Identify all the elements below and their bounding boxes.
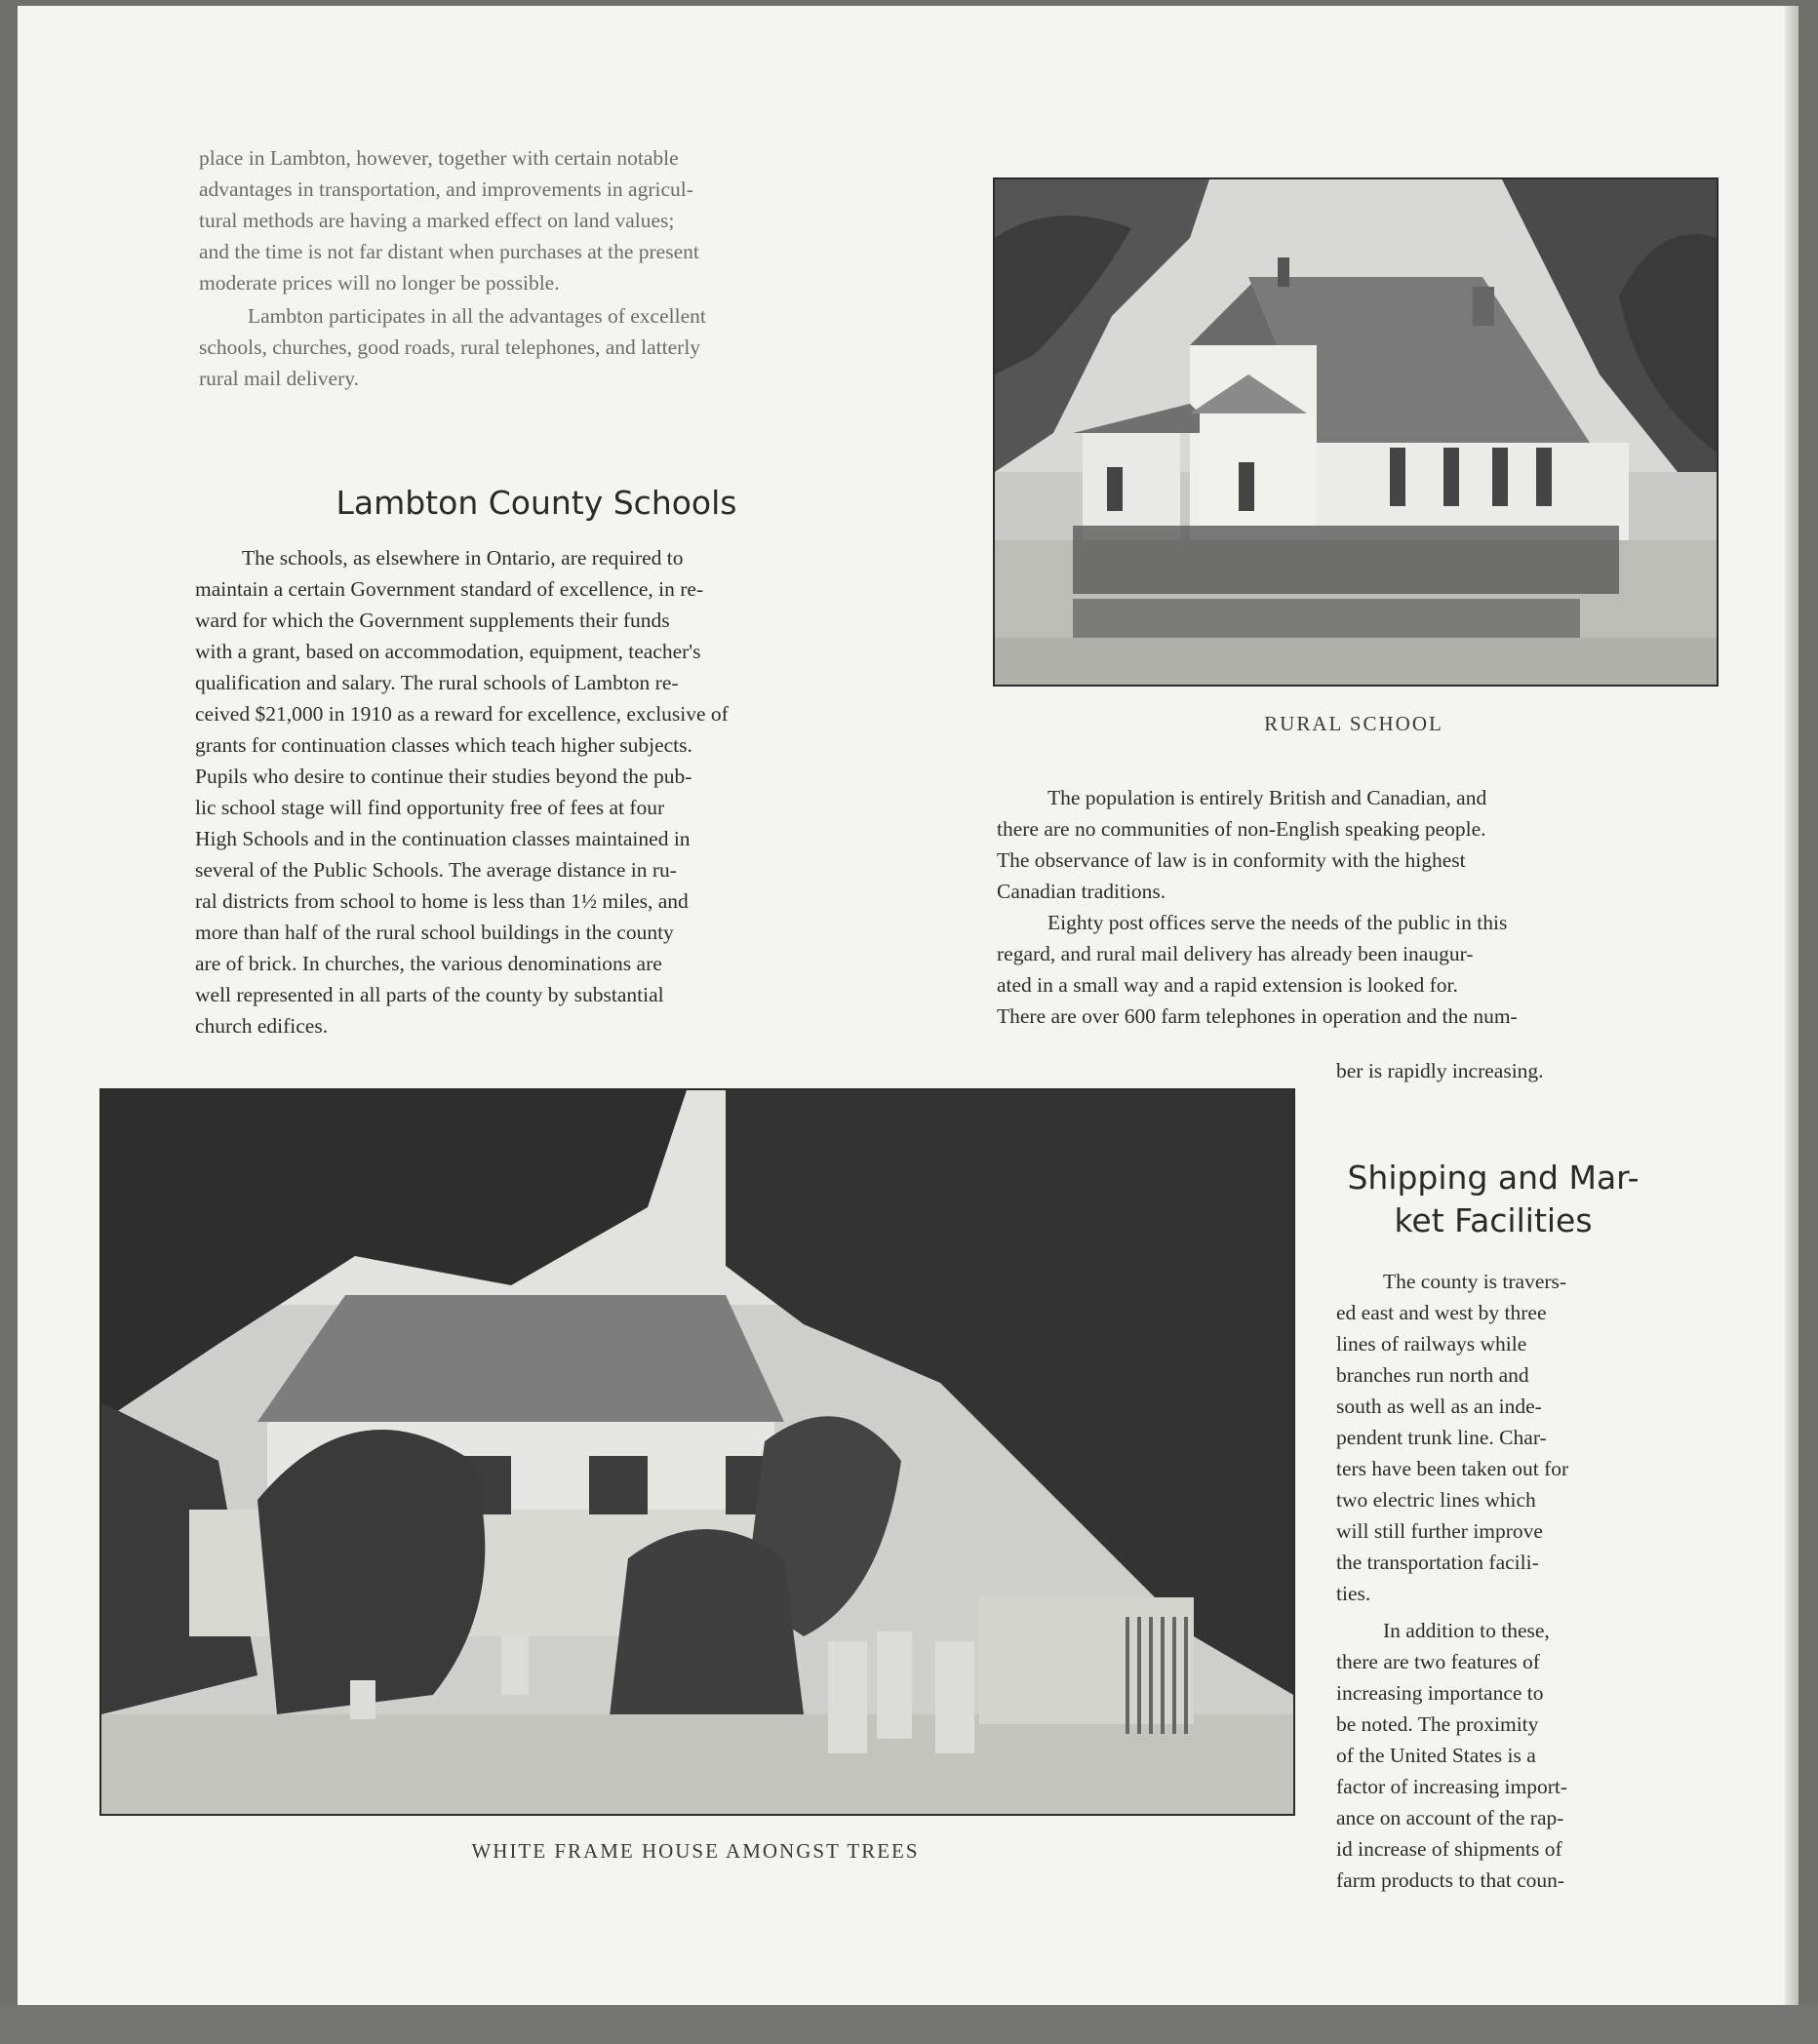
text-line: The schools, as elsewhere in Ontario, are required to <box>242 546 684 570</box>
heading-line: Shipping and Mar- <box>1347 1159 1640 1197</box>
text-line: branches run north and <box>1336 1363 1529 1387</box>
text-line: and the time is not far distant when purchases at the present <box>199 240 699 263</box>
text-line: Canadian traditions. <box>997 880 1166 903</box>
text-line: ward for which the Government supplements their funds <box>195 609 670 632</box>
text-line: lines of railways while <box>1336 1332 1527 1356</box>
text-line: pendent trunk line. Char- <box>1336 1426 1547 1449</box>
rural-school-caption: RURAL SCHOOL <box>1264 712 1443 735</box>
text-line: will still further improve <box>1336 1519 1543 1543</box>
text-line: well represented in all parts of the county by substantial <box>195 983 664 1006</box>
text-line: qualification and salary. The rural schools of Lambton re- <box>195 671 679 694</box>
intro-paragraph <box>199 142 874 298</box>
text-line: factor of increasing import- <box>1336 1775 1568 1798</box>
text-line: maintain a certain Government standard of excellence, in re- <box>195 577 704 601</box>
text-line: In addition to these, <box>1383 1619 1550 1642</box>
text-line: there are no communities of non-English speaking people. <box>997 817 1486 841</box>
text-line: grants for continuation classes which teach higher subjects. <box>195 733 692 757</box>
text-line: Pupils who desire to continue their studies beyond the pub- <box>195 765 692 788</box>
text-line: moderate prices will no longer be possible. <box>199 271 560 295</box>
population-paragraph <box>997 782 1648 907</box>
schools-heading: Lambton County Schools <box>336 484 737 522</box>
rural-school-photo <box>993 177 1719 687</box>
text-line: ceived $21,000 in 1910 as a reward for excellence, exclusive of <box>195 702 729 726</box>
text-line: rural mail delivery. <box>199 367 359 390</box>
text-line: two electric lines which <box>1336 1488 1536 1512</box>
text-line: are of brick. In churches, the various denominations are <box>195 952 662 975</box>
shipping-paragraph <box>1336 1266 1644 1609</box>
text-line: The observance of law is in conformity with the highest <box>997 848 1466 872</box>
text-line: church edifices. <box>195 1014 329 1038</box>
text-line: ance on account of the rap- <box>1336 1806 1564 1829</box>
text-line: place in Lambton, however, together with certain notable <box>199 146 679 170</box>
text-line: Eighty post offices serve the needs of the public in this <box>1047 911 1508 934</box>
post-offices-paragraph <box>997 907 1648 1032</box>
text-line: The population is entirely British and Canadian, and <box>1047 786 1487 809</box>
text-line: tural methods are having a marked effect on land values; <box>199 209 675 232</box>
text-line: the transportation facili- <box>1336 1551 1539 1574</box>
text-line: id increase of shipments of <box>1336 1837 1562 1861</box>
scan-border <box>0 2005 1818 2044</box>
white-frame-house-photo <box>99 1088 1295 1816</box>
text-line: south as well as an inde- <box>1336 1395 1542 1418</box>
text-line: ated in a small way and a rapid extension is looked for. <box>997 973 1458 997</box>
text-line: lic school stage will find opportunity free of fees at four <box>195 796 665 819</box>
text-line: ties. <box>1336 1582 1371 1605</box>
text-line: increasing importance to <box>1336 1681 1544 1705</box>
text-line: ed east and west by three <box>1336 1301 1547 1324</box>
text-line: there are two features of <box>1336 1650 1540 1673</box>
heading-line: ket Facilities <box>1394 1201 1593 1239</box>
text-line: ters have been taken out for <box>1336 1457 1569 1480</box>
text-line: High Schools and in the continuation classes maintained in <box>195 827 691 850</box>
text-line: of the United States is a <box>1336 1744 1536 1767</box>
text-line: with a grant, based on accommodation, equipment, teacher's <box>195 640 701 663</box>
text-line: be noted. The proximity <box>1336 1712 1539 1736</box>
intro-paragraph-2 <box>199 300 874 394</box>
house-caption: WHITE FRAME HOUSE AMONGST TREES <box>471 1839 920 1863</box>
text-line: advantages in transportation, and improvements in agricul- <box>199 177 693 201</box>
text-line: several of the Public Schools. The average distance in ru- <box>195 858 677 882</box>
text-line: There are over 600 farm telephones in operation and the num- <box>997 1004 1518 1028</box>
text-line: Lambton participates in all the advantages of excellent <box>248 304 706 328</box>
text-line: more than half of the rural school buildings in the county <box>195 921 674 944</box>
page-edge <box>1785 6 1798 2005</box>
shipping-heading <box>1336 1157 1650 1242</box>
text-line: farm products to that coun- <box>1336 1868 1565 1892</box>
post-offices-last-line: ber is rapidly increasing. <box>1336 1059 1544 1082</box>
text-line: The county is travers- <box>1383 1270 1567 1293</box>
text-line: regard, and rural mail delivery has already been inaugur- <box>997 942 1474 965</box>
text-line: ral districts from school to home is less than 1½ miles, and <box>195 889 689 913</box>
schools-paragraph <box>195 542 868 1042</box>
shipping-paragraph-2 <box>1336 1615 1644 1896</box>
text-line: schools, churches, good roads, rural telephones, and latterly <box>199 335 701 359</box>
document-page <box>18 6 1798 2005</box>
